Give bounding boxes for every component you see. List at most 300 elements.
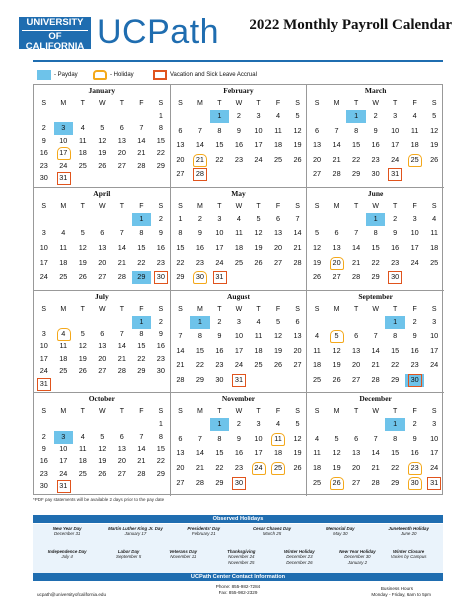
day-cell: 10 [430,331,439,341]
day-cell: 11 [313,448,321,458]
day-cell: 28 [117,366,126,376]
day-cell: 25 [59,366,68,376]
day-cell: 12 [332,345,341,355]
day-cell: 22 [352,154,361,164]
day-cell: 9 [393,228,398,238]
month-name: May [231,188,246,198]
day-cell: 6 [275,213,281,223]
day-cell: 2 [393,213,398,223]
day-cell: 8 [393,433,398,443]
day-cell: 25 [78,468,87,478]
day-cell: 20 [176,463,185,473]
weekday-label: S [41,408,47,416]
day-cell: 25 [313,477,322,487]
day-cell: 19 [98,456,107,466]
day-cell: 31 [54,172,74,185]
day-cell: 24 [430,463,439,473]
day-cell: 2 [236,111,241,120]
holiday-name: Veterans Day [169,549,198,554]
day-cell: 24 [410,257,419,267]
day-cell: 13 [98,242,107,252]
day-cell: 30 [156,366,165,376]
day-cell: 12 [293,125,302,135]
day-cell: 10 [391,125,400,135]
day-cell: 11 [235,228,243,238]
day-cell: 4 [315,433,320,443]
holiday-name: Independence Day [47,549,87,554]
day-cell: 4 [80,123,85,133]
day-cell: 21 [117,257,126,267]
weekday-label: W [99,202,106,210]
day-cell: 6 [100,228,105,238]
holiday-name: Presidents' Day [187,526,221,531]
weekday-label: S [178,305,183,313]
day-cell: 28 [137,160,146,170]
month-name: August [227,291,250,301]
day-cell: 19 [293,448,302,458]
day-cell: 29 [137,366,146,376]
day-cell: 29 [391,374,400,384]
weekday-label: S [295,408,300,416]
day-cell: 27 [313,169,322,179]
day-cell: 21 [332,154,341,164]
day-cell: 26 [332,374,341,384]
day-cell: 26 [313,272,322,282]
day-cell: 7 [139,123,144,133]
day-cell: 17 [254,140,263,150]
day-cell: 6 [178,125,183,135]
day-cell: 12 [332,448,341,458]
month-september [307,291,444,394]
day-cell: 19 [313,257,322,267]
legend-vacation-label: Vacation and Sick Leave Accrual [170,72,257,78]
month-march [307,85,444,188]
holiday-date: September 5 [116,554,142,560]
day-cell: 9 [412,331,417,341]
contact-email[interactable]: ucpath@universityofcalifornia.edu [37,592,107,597]
day-cell: 5 [100,123,105,133]
day-cell: 10 [410,228,419,238]
weekday-label: T [119,305,124,313]
day-cell: 26 [430,154,439,164]
holiday-name: Labor Day [117,549,140,554]
day-cell: 22 [137,257,146,267]
day-cell: 12 [78,242,87,252]
day-cell: 20 [273,242,283,252]
day-cell: 17 [391,140,400,150]
weekday-label: M [333,408,340,416]
day-cell: 27 [352,374,361,384]
day-cell: 31 [229,374,249,387]
day-cell: 11 [79,444,87,454]
day-cell: 16 [156,341,165,351]
payday-cell: 3 [54,431,74,444]
day-cell: 7 [178,331,183,341]
weekday-label: T [393,408,398,416]
day-cell: 22 [176,257,185,267]
weekday-label: T [119,202,124,210]
day-cell: 13 [332,242,341,252]
weekday-label: W [235,305,243,313]
day-cell: 27 [117,468,126,478]
day-cell: 20 [327,257,347,270]
day-cell: 2 [217,316,222,326]
day-cell: 15 [352,140,361,150]
weekday-label: M [60,305,67,313]
day-cell: 17 [54,147,74,160]
weekday-label: W [235,202,243,210]
day-cell: 17 [39,257,48,267]
day-cell: 27 [176,477,185,487]
day-cell: 22 [391,360,400,370]
holiday-date: November 24 November 25 [228,554,255,565]
weekday-label: S [41,202,47,210]
day-cell: 15 [391,448,400,458]
weekday-label: S [178,100,183,107]
holiday-name: Winter Closure [393,549,425,554]
day-cell: 11 [430,228,438,238]
legend [33,66,443,84]
day-cell: 23 [234,154,244,164]
weekday-label: F [275,100,281,107]
day-cell: 6 [295,316,300,326]
day-cell: 13 [352,448,361,458]
weekday-label: S [178,408,183,416]
day-cell: 16 [410,448,419,458]
weekday-label: W [372,100,379,107]
weekday-label: S [41,100,47,107]
month-name: December [359,394,392,404]
day-cell: 24 [59,160,68,170]
payday-cell: 1 [385,316,405,329]
day-cell: 4 [315,331,320,341]
day-cell: 10 [59,444,68,454]
weekday-label: T [217,202,222,210]
day-cell: 13 [273,228,283,238]
weekday-label: W [372,408,379,416]
uc-logo [19,17,91,52]
day-cell: 22 [215,154,224,164]
holiday-date: December 31 [53,531,81,537]
day-cell: 30 [190,271,210,284]
day-cell: 14 [195,448,204,458]
day-cell: 17 [234,345,244,355]
day-cell: 26 [293,154,302,164]
contact-fax: Fax: 855-982-2329 [218,590,258,595]
day-cell: 23 [391,257,400,267]
day-cell: 19 [78,257,87,267]
day-cell: 25 [313,374,322,384]
day-cell: 14 [352,242,361,252]
day-cell: 7 [119,228,124,238]
weekday-label: M [197,305,203,313]
day-cell: 19 [254,242,263,252]
day-cell: 19 [78,353,87,363]
weekday-label: T [393,100,398,107]
day-cell: 4 [275,111,281,120]
day-cell: 18 [59,257,68,267]
day-cell: 18 [313,360,322,370]
day-cell: 28 [371,477,380,487]
day-cell: 15 [137,341,146,351]
month-name: April [93,188,111,198]
day-cell: 2 [158,213,163,223]
day-cell: 27 [117,160,126,170]
payday-cell: 1 [210,110,230,123]
weekday-label: M [60,202,67,210]
day-cell: 5 [334,433,339,443]
day-cell: 15 [176,242,185,252]
day-cell: 3 [393,111,398,120]
day-cell: 27 [293,360,302,370]
day-cell: 27 [332,272,341,282]
weekday-label: S [158,202,164,210]
weekday-label: F [275,305,281,313]
day-cell: 19 [430,140,439,150]
day-cell: 4 [80,431,85,441]
business-hours: Monday - Friday, 6am to 5pm [371,592,431,597]
day-cell: 31 [210,271,230,284]
weekday-label: S [314,305,320,313]
day-cell: 15 [156,444,165,454]
day-cell: 20 [98,353,107,363]
day-cell: 28 [117,272,126,282]
payday-swatch [37,70,51,80]
payday-cell: 3 [54,122,74,135]
day-cell: 13 [352,345,361,355]
weekday-label: F [275,408,281,416]
day-cell: 29 [352,169,361,179]
day-cell: 17 [410,242,419,252]
day-cell: 15 [371,242,380,252]
payday-cell: 1 [132,213,152,226]
day-cell: 30 [151,271,171,284]
weekday-label: S [431,408,437,416]
day-cell: 13 [313,140,322,150]
day-cell: 3 [432,316,437,326]
logo-line2: OF CALIFORNIA [25,30,85,52]
day-cell: 16 [371,140,380,150]
day-cell: 15 [391,345,400,355]
day-cell: 13 [176,448,185,458]
weekday-label: S [295,305,300,313]
day-cell: 3 [412,213,417,223]
day-cell: 13 [293,331,302,341]
day-cell: 25 [254,360,263,370]
month-name: February [223,86,254,95]
day-cell: 25 [234,257,244,267]
contact-phone: Phone: 855-982-7284 [215,584,261,589]
weekday-label: T [353,100,359,107]
month-name: September [358,291,393,301]
day-cell: 21 [117,353,126,363]
day-cell: 3 [432,419,437,429]
weekday-label: S [158,305,164,313]
weekday-label: W [99,408,106,416]
day-cell: 9 [217,331,222,341]
weekday-label: S [158,100,164,107]
day-cell: 16 [215,345,224,355]
day-cell: 26 [327,477,347,490]
day-cell: 26 [98,468,107,478]
day-cell: 5 [256,213,261,223]
month-july [34,291,171,394]
weekday-label: M [197,100,203,107]
day-cell: 18 [78,148,87,158]
day-cell: 22 [391,463,400,473]
day-cell: 24 [234,360,244,370]
day-cell: 16 [234,448,244,458]
day-cell: 18 [313,463,322,473]
legend-payday [37,70,78,80]
day-cell: 27 [98,366,107,376]
header [0,0,474,66]
day-cell: 2 [373,111,378,120]
weekday-label: T [119,408,124,416]
weekday-label: F [139,408,144,416]
day-cell: 20 [352,463,361,473]
day-cell: 5 [327,330,347,343]
pay-statement-note: *PDF pay statements will be available 2 days prior to the pay date [33,497,165,502]
month-january [34,85,171,188]
payday-cell: 30 [405,374,425,387]
weekday-label: S [314,202,320,210]
weekday-label: M [197,202,203,210]
day-cell: 30 [229,477,249,490]
day-cell: 30 [39,173,48,182]
day-cell: 18 [78,456,87,466]
day-cell: 25 [268,462,288,475]
weekday-label: S [314,408,320,416]
day-cell: 28 [176,374,185,384]
day-cell: 26 [98,160,107,170]
day-cell: 17 [430,448,439,458]
day-cell: 7 [373,433,378,443]
day-cell: 8 [178,228,183,238]
day-cell: 14 [117,341,126,351]
day-cell: 23 [39,160,48,170]
weekday-label: S [431,202,437,210]
payday-cell: 1 [366,213,386,226]
day-cell: 28 [137,468,146,478]
day-cell: 23 [234,463,244,473]
weekday-label: M [197,408,203,416]
day-cell: 30 [215,374,224,384]
day-cell: 3 [217,213,222,223]
day-cell: 30 [405,477,425,490]
weekday-label: W [235,100,243,107]
holiday-date: February 21 [191,531,216,537]
day-cell: 15 [137,242,146,252]
day-cell: 18 [273,448,283,458]
day-cell: 5 [295,419,300,429]
day-cell: 4 [275,419,281,429]
weekday-label: T [393,202,398,210]
weekday-label: W [99,305,106,313]
day-cell: 12 [78,341,87,351]
day-cell: 31 [34,378,54,391]
day-cell: 14 [293,228,302,238]
day-cell: 9 [158,328,163,338]
holiday-name: New Year Holiday [339,549,376,554]
day-cell: 12 [98,135,107,145]
day-cell: 29 [176,272,185,282]
day-cell: 7 [197,433,202,443]
day-cell: 23 [156,353,165,363]
day-cell: 21 [352,257,361,267]
day-cell: 27 [273,257,283,267]
day-cell: 23 [215,360,224,370]
day-cell: 2 [236,419,241,429]
day-cell: 4 [236,213,241,223]
month-december [307,393,444,496]
day-cell: 25 [273,154,283,164]
holiday-name: New Year Day [52,526,82,531]
day-cell: 31 [424,477,444,490]
day-cell: 9 [412,433,417,443]
day-cell: 20 [293,345,302,355]
day-cell: 19 [293,140,302,150]
day-cell: 11 [59,242,68,252]
day-cell: 3 [256,419,261,429]
holiday-entry [33,549,101,560]
month-name: July [94,291,109,301]
holiday-date: December 23 December 26 [286,554,313,565]
day-cell: 3 [41,228,46,238]
day-cell: 11 [268,433,288,446]
payday-cell: 1 [346,110,366,123]
day-cell: 23 [156,257,165,267]
day-cell: 16 [156,242,165,252]
day-cell: 8 [393,331,398,341]
month-name: March [364,86,387,95]
holiday-date: July 4 [61,554,73,560]
day-cell: 8 [373,228,378,238]
day-cell: 16 [234,140,244,150]
day-cell: 21 [293,242,302,252]
day-cell: 15 [156,135,165,145]
logo-line1: UNIVERSITY [26,17,84,28]
holiday-entry [170,526,238,537]
day-cell: 16 [195,242,204,252]
weekday-label: F [412,408,417,416]
weekday-label: S [431,100,437,107]
day-cell: 1 [158,419,163,429]
day-cell: 10 [215,228,224,238]
day-cell: 11 [313,345,321,355]
day-cell: 16 [410,345,419,355]
day-cell: 12 [313,242,322,252]
payday-cell: 1 [190,316,210,329]
month-name: November [221,394,256,404]
brand-name: UCPath [97,13,220,51]
day-cell: 17 [39,353,48,363]
weekday-label: T [256,100,261,107]
day-cell: 8 [217,433,222,443]
day-cell: 9 [41,444,46,454]
holiday-entry [33,526,101,537]
day-cell: 14 [195,140,204,150]
day-cell: 25 [430,257,439,267]
day-cell: 10 [254,125,263,135]
weekday-label: M [333,100,340,107]
day-cell: 23 [39,468,48,478]
weekday-label: F [412,202,417,210]
weekday-label: T [119,100,124,107]
day-cell: 9 [236,125,241,135]
page-title: 2022 Monthly Payroll Calendar [249,17,452,33]
weekday-label: F [139,100,144,107]
